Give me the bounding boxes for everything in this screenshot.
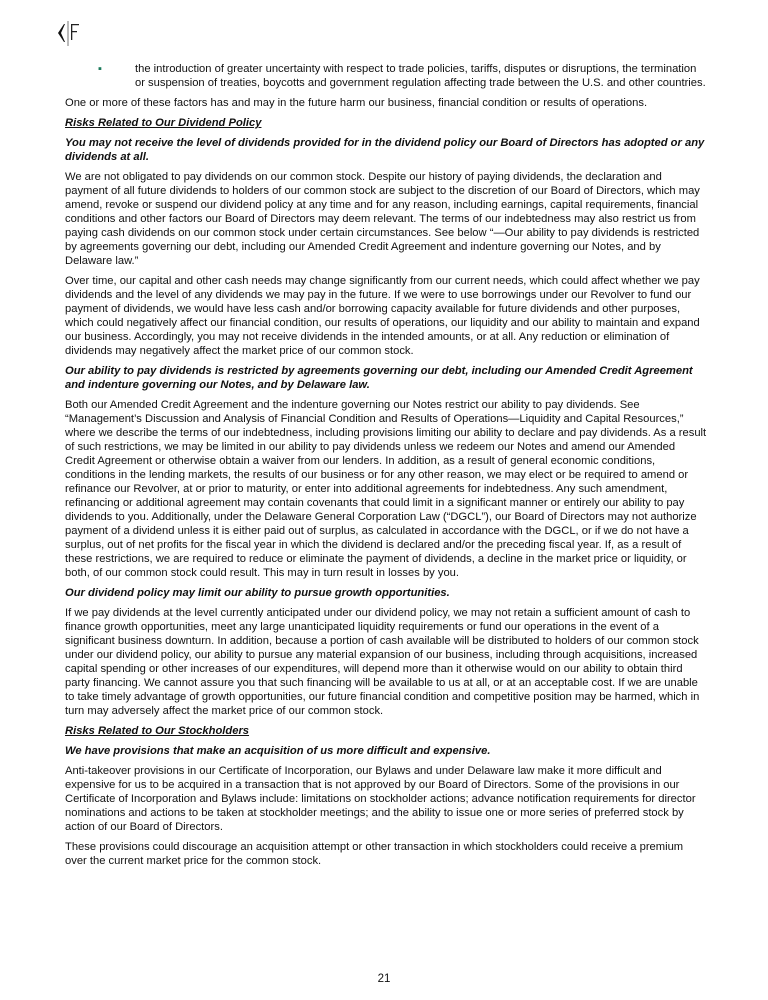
bullet-marker: ▪ [98,63,102,75]
paragraph: These provisions could discourage an acquisition attempt or other transaction in which stockholders could receive a premium over the current market price for the common stock. [65,841,684,867]
section-heading-stockholders: Risks Related to Our Stockholders [65,725,250,737]
bullet-text: the introduction of greater uncertainty with respect to trade policies, tariffs, disputes or disruptions, the termination or suspension of treaties, boycotts and government regulation affecting trade between the U.S. and other countries. [135,63,706,89]
company-logo [55,18,85,48]
section-heading-dividend: Risks Related to Our Dividend Policy [65,117,262,129]
paragraph: Over time, our capital and other cash needs may change significantly from our current needs, which could affect whether we pay dividends and the level of any dividends we may pay in the future. If we were to use borrowings under our Revolver to fund our payment of dividends, we would have less cash and/or borrowing capacity available for future dividends and other purposes, which could negatively affect our financial condition, our results of operations, our liquidity and our ability to maintain and expand our business. Accordingly, you may not receive dividends in the intended amounts, or at all. Any reduction or elimination of dividends may negatively affect the market price of our common stock. [65,275,700,357]
paragraph: We are not obligated to pay dividends on our common stock. Despite our history of paying dividends, the declaration and payment of all future dividends to holders of our common stock are subject to the discretion of our Board of Directors, which may amend, revoke or suspend our dividend policy at any time and for any reason, including earnings, capital requirements, financial conditions and other factors our Board of Directors may deem relevant. The terms of our indebtedness may also restrict us from paying cash dividends on our common stock under certain circumstances. See below “—Our ability to pay dividends is restricted by agreements governing our debt, including our Amended Credit Agreement and indenture governing our Notes, and by Delaware law.” [65,171,700,267]
page-number: 21 [377,973,391,985]
risk-heading: Our dividend policy may limit our ability to pursue growth opportunities. [65,587,450,599]
bullet-item [65,62,707,90]
paragraph: Both our Amended Credit Agreement and the indenture governing our Notes restrict our ability to pay dividends. See “Management’s Discussion and Analysis of Financial Condition and Results of Operations—Liquidity and Capital Resources,” where we describe the terms of our indebtedness, including provisions limiting our ability to declare and pay dividends. As a result of such restrictions, we may be limited in our ability to pay dividends unless we redeem our Notes and amend our Amended Credit Agreement or otherwise obtain a waiver from our lenders. In addition, as a result of general economic conditions, conditions in the lending markets, the results of our business or for any other reason, we may elect or be required to amend or refinance our Revolver, at or prior to maturity, or enter into additional agreements for indebtedness. Any such amendment, refinancing or additional agreement may contain covenants that could limit in a significant manner or entirely our ability to pay dividends to you. Additionally, under the Delaware General Corporation Law (“DGCL”), our Board of Directors may not authorize payment of a dividend unless it is either paid out of surplus, as calculated in accordance with the DGCL, or if we do not have a surplus, out of net profits for the fiscal year in which the dividend is declared and/or the preceding fiscal year. If, as a result of these restrictions, we are required to reduce or eliminate the payment of dividends, a decline in the market price or liquidity, or both, of our common stock could result. This may in turn result in losses by you. [65,399,707,579]
risk-heading: We have provisions that make an acquisition of us more difficult and expensive. [65,745,491,757]
paragraph: If we pay dividends at the level currently anticipated under our dividend policy, we may not retain a sufficient amount of cash to finance growth opportunities, meet any large unanticipated liquidity requirements or fund our operations in the event of a significant business downturn. In addition, because a portion of cash available will be distributed to holders of our common stock under our dividend policy, our ability to pursue any material expansion of our business, including through acquisitions, increased capital spending or other increases of our expenditures, will depend more than it otherwise would on our ability to obtain third party financing. We cannot assure you that such financing will be available to us at all, or at an acceptable cost. If we are unable to take timely advantage of growth opportunities, our future financial condition and competitive position may be harmed, which in turn may adversely affect the market price of our common stock. [65,607,700,717]
paragraph: Anti-takeover provisions in our Certificate of Incorporation, our Bylaws and under Delaware law make it more difficult and expensive for us to be acquired in a transaction that is not approved by our Board of Directors. Some of the provisions in our Certificate of Incorporation and Bylaws include: limitations on stockholder actions; advance notification requirements for director nominations and actions to be taken at stockholder meetings; and the ability to issue one or more series of preferred stock by action of our Board of Directors. [65,765,696,833]
paragraph: One or more of these factors has and may in the future harm our business, financial condition or results of operations. [65,97,648,109]
risk-heading: Our ability to pay dividends is restricted by agreements governing our debt, including our Amended Credit Agreement and indenture governing our Notes, and by Delaware law. [65,365,693,391]
document-body [65,62,707,874]
risk-heading: You may not receive the level of dividends provided for in the dividend policy our Board of Directors has adopted or any dividends at all. [65,137,705,163]
